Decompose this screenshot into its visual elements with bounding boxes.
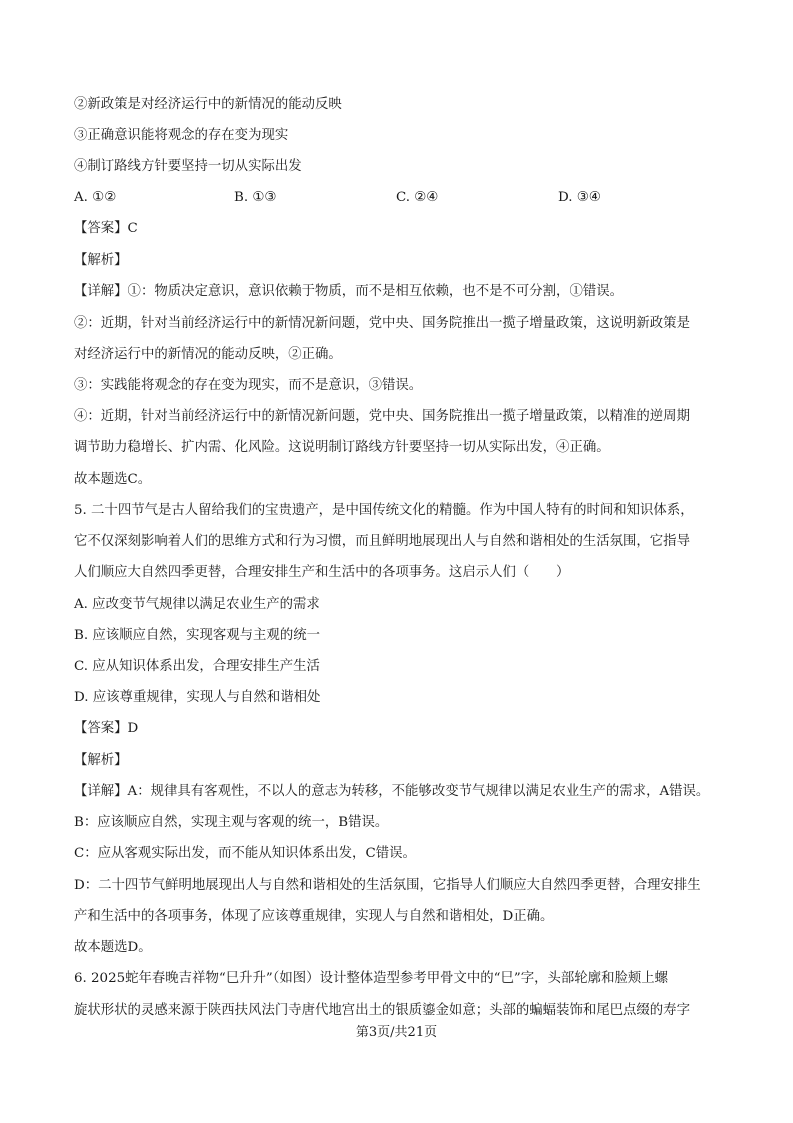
question-5-line-1: 5. 二十四节气是古人留给我们的宝贵遗产，是中国传统文化的精髓。作为中国人特有的时间和知识体系， xyxy=(74,503,694,518)
q5-option-b: B. 应该顺应自然，实现客观与主观的统一 xyxy=(74,628,320,643)
question-6-line-2: 旋状形状的灵感来源于陕西扶风法门寺唐代地宫出土的银质鎏金如意；头部的蝙蝠装饰和尾巴点缀的寿字 xyxy=(74,1003,690,1018)
explanation-q5-1: 【详解】A：规律具有客观性，不以人的意志为转移，不能够改变节气规律以满足农业生产的需求，A错误。 xyxy=(74,784,710,799)
analysis-heading-q4: 【解析】 xyxy=(74,253,128,268)
explanation-q4-5: ④：近期，针对当前经济运行中的新情况新问题，党中央、国务院推出一揽子增量政策，以精准的逆周期 xyxy=(74,409,690,424)
question-5-line-2: 它不仅深刻影响着人们的思维方式和行为习惯，而且鲜明地展现出人与自然和谐相处的生活氛围，它指导 xyxy=(74,534,690,549)
explanation-q4-6: 调节助力稳增长、扩内需、化风险。这说明制订路线方针要坚持一切从实际出发，④正确。 xyxy=(74,440,610,455)
explanation-q5-3: C：应从客观实际出发，而不能从知识体系出发，C错误。 xyxy=(74,846,416,861)
question-5-line-3: 人们顺应大自然四季更替，合理安排生产和生活中的各项事务。这启示人们（ ） xyxy=(74,565,570,580)
explanation-q4-1: 【详解】①：物质决定意识，意识依赖于物质，而不是相互依赖，也不是不可分割，①错误。 xyxy=(74,284,624,299)
explanation-q5-5: 产和生活中的各项事务，体现了应该尊重规律，实现人与自然和谐相处，D正确。 xyxy=(74,909,554,924)
option-d: D. ③④ xyxy=(558,190,601,205)
analysis-heading-q5: 【解析】 xyxy=(74,753,128,768)
statement-3: ③正确意识能将观念的存在变为现实 xyxy=(74,128,289,143)
statement-2: ②新政策是对经济运行中的新情况的能动反映 xyxy=(74,97,342,112)
option-b: B. ①③ xyxy=(234,190,277,205)
page-footer: 第3页/共21页 xyxy=(355,1025,438,1040)
answer-q4: 【答案】C xyxy=(74,221,138,236)
conclusion-q5: 故本题选D。 xyxy=(74,940,152,955)
q5-option-a: A. 应改变节气规律以满足农业生产的需求 xyxy=(74,597,320,612)
q5-option-d: D. 应该尊重规律，实现人与自然和谐相处 xyxy=(74,690,321,705)
explanation-q4-4: ③：实践能将观念的存在变为现实，而不是意识，③错误。 xyxy=(74,378,423,393)
conclusion-q4: 故本题选C。 xyxy=(74,472,152,487)
explanation-q5-2: B：应该顺应自然，实现主观与客观的统一，B错误。 xyxy=(74,815,389,830)
question-6-line-1: 6. 2025蛇年春晚吉祥物“巳升升”（如图）设计整体造型参考甲骨文中的“巳”字，头部轮廓和脸颊上螺 xyxy=(74,971,669,986)
option-c: C. ②④ xyxy=(396,190,439,205)
explanation-q4-2: ②：近期，针对当前经济运行中的新情况新问题，党中央、国务院推出一揽子增量政策，这说明新政策是 xyxy=(74,316,690,331)
q5-option-c: C. 应从知识体系出发，合理安排生产生活 xyxy=(74,659,320,674)
option-a: A. ①② xyxy=(74,190,117,205)
explanation-q5-4: D：二十四节气鲜明地展现出人与自然和谐相处的生活氛围，它指导人们顺应大自然四季更替，合理安排生 xyxy=(74,878,701,893)
statement-4: ④制订路线方针要坚持一切从实际出发 xyxy=(74,159,302,174)
answer-q5: 【答案】D xyxy=(74,721,139,736)
explanation-q4-3: 对经济运行中的新情况的能动反映，②正确。 xyxy=(74,347,342,362)
